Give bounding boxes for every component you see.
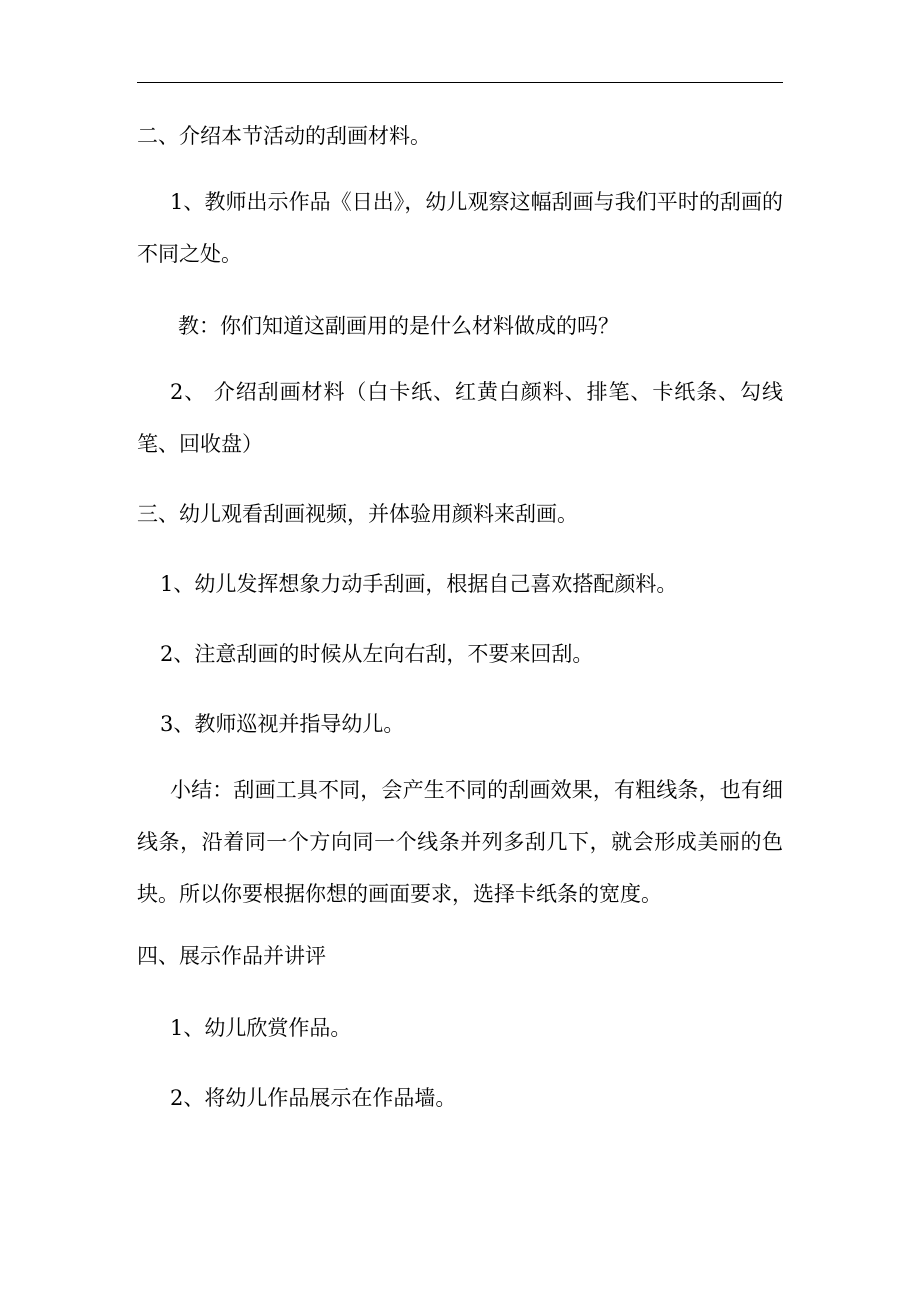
paragraph-item-2-materials: 2、 介绍刮画材料（白卡纸、红黄白颜料、排笔、卡纸条、勾线笔、回收盘） xyxy=(137,380,783,456)
summary-paragraph: 小结：刮画工具不同，会产生不同的刮画效果，有粗线条，也有细线条，沿着同一个方向同一个线条并列多刮几下，就会形成美丽的色块。所以你要根据你想的画面要求，选择卡纸条的宽度。 xyxy=(137,778,783,906)
section-heading-3: 三、幼儿观看刮画视频，并体验用颜料来刮画。 xyxy=(137,502,578,526)
section-heading-2: 二、介绍本节活动的刮画材料。 xyxy=(137,124,431,148)
teacher-question: 教：你们知道这副画用的是什么材料做成的吗？ xyxy=(178,314,619,338)
list-item-appreciate-works: 1、幼儿欣赏作品。 xyxy=(170,1016,352,1040)
header-rule xyxy=(137,82,783,83)
list-item-display-wall: 2、将幼儿作品展示在作品墙。 xyxy=(170,1086,457,1110)
paragraph-item-1-show-artwork: 1、教师出示作品《日出》，幼儿观察这幅刮画与我们平时的刮画的不同之处。 xyxy=(137,190,783,266)
section-heading-4: 四、展示作品并讲评 xyxy=(137,944,326,968)
list-item-scrape-direction: 2、注意刮画的时候从左向右刮，不要来回刮。 xyxy=(160,642,594,666)
list-item-teacher-guidance: 3、教师巡视并指导幼儿。 xyxy=(160,712,405,736)
list-item-imagination: 1、幼儿发挥想象力动手刮画，根据自己喜欢搭配颜料。 xyxy=(160,572,678,596)
